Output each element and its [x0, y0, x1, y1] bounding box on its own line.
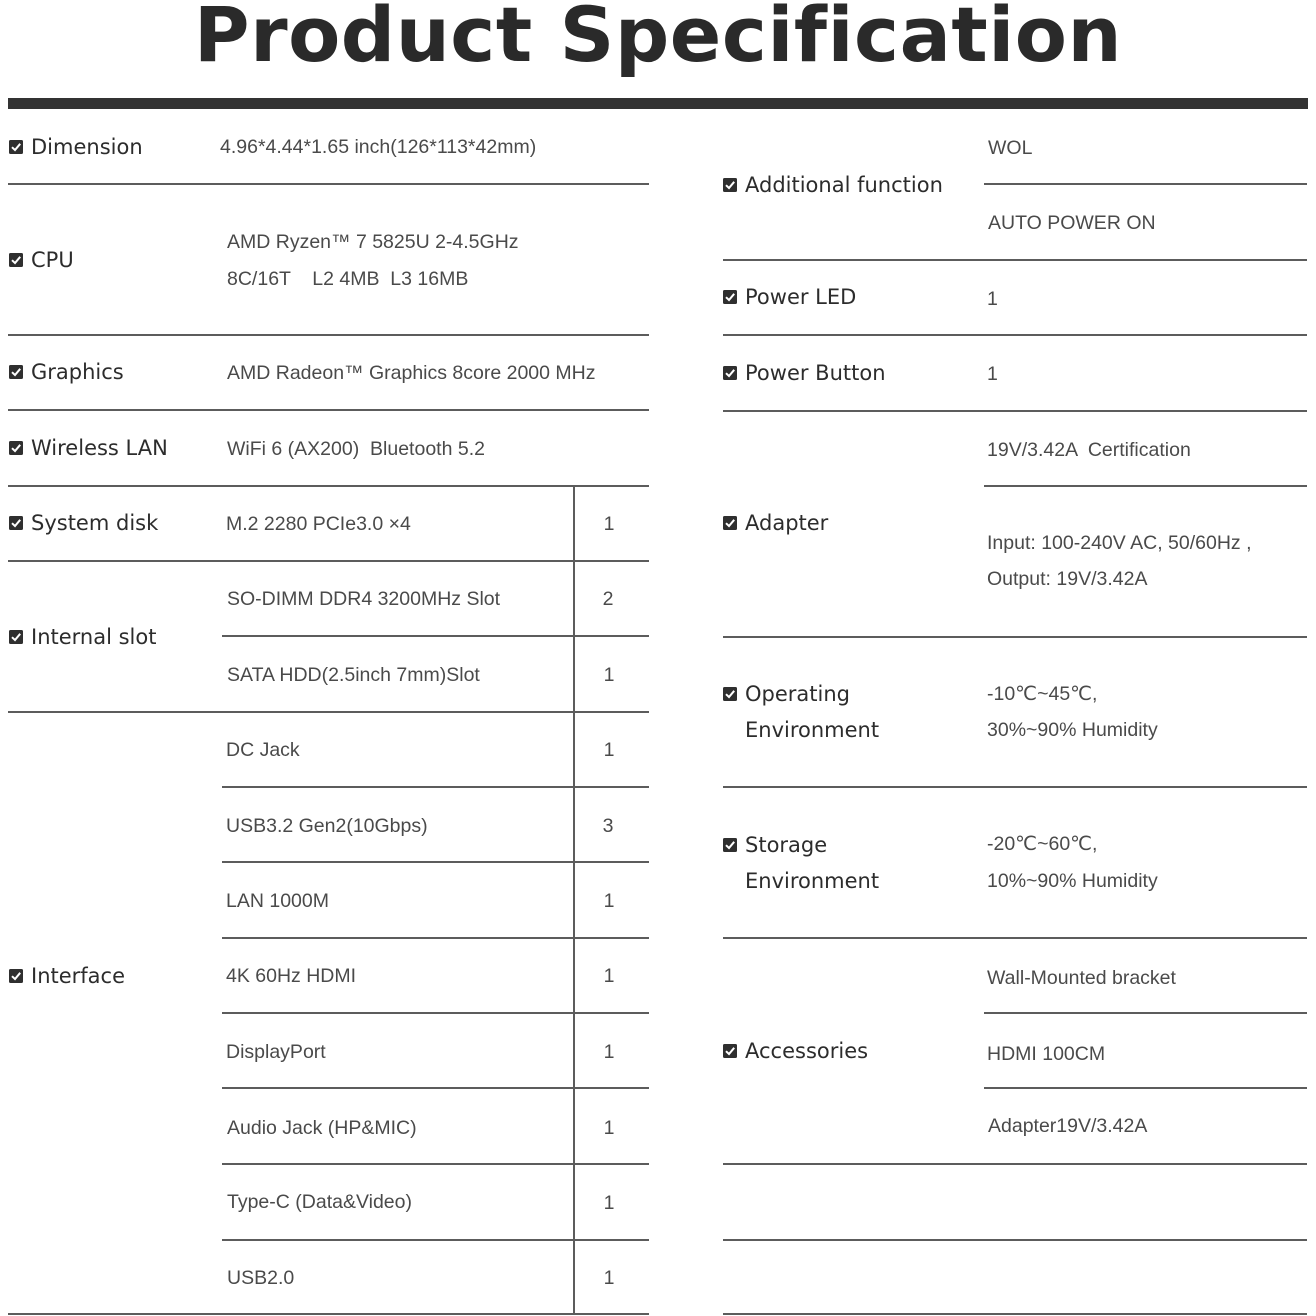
- spec-label-text: CPU: [31, 248, 74, 272]
- spec-value-wireless-lan: WiFi 6 (AX200) Bluetooth 5.2: [227, 438, 485, 460]
- spec-count-interface-row: 1: [603, 965, 615, 987]
- row-divider: [723, 1313, 1307, 1315]
- sub-row-divider: [222, 1239, 649, 1241]
- spec-count-interface-row: 1: [603, 1117, 615, 1139]
- spec-label-system-disk: [9, 510, 158, 536]
- spec-label-storage-environment: [723, 827, 879, 899]
- spec-value-interface-row: DC Jack: [226, 739, 300, 761]
- spec-label-text: Power Button: [745, 361, 886, 385]
- spec-label-dimension: [9, 134, 143, 160]
- spec-count-interface-row: 1: [603, 739, 615, 761]
- spec-label-text: Adapter: [745, 511, 829, 535]
- row-divider: [8, 711, 649, 713]
- checked-box-icon: [9, 630, 23, 644]
- label-line: Environment: [745, 718, 880, 742]
- checked-box-icon: [723, 366, 737, 380]
- row-divider: [723, 786, 1307, 788]
- spec-value-accessory: Wall-Mounted bracket: [987, 967, 1176, 989]
- spec-value-storage-humidity: 10%~90% Humidity: [987, 870, 1158, 892]
- title-divider-bar: [8, 98, 1308, 109]
- spec-label-power-button: [723, 360, 886, 386]
- row-divider: [723, 334, 1307, 336]
- spec-label-text: Internal slot: [31, 625, 157, 649]
- spec-label-additional-function: [723, 172, 943, 198]
- spec-count-internal-slot-row: 2: [602, 588, 614, 610]
- spec-label-text: Interface: [31, 964, 126, 988]
- spec-count-system-disk: 1: [603, 513, 615, 535]
- spec-value-system-disk: M.2 2280 PCIe3.0 ×4: [226, 513, 411, 535]
- spec-value-interface-row: USB3.2 Gen2(10Gbps): [226, 815, 428, 837]
- spec-label-text: System disk: [31, 511, 159, 535]
- checked-box-icon: [723, 290, 737, 304]
- sub-row-divider: [222, 1087, 649, 1089]
- label-line: Environment: [745, 869, 880, 893]
- row-divider: [8, 409, 649, 411]
- spec-label-text: [745, 827, 879, 899]
- checked-box-icon: [9, 441, 23, 455]
- spec-count-interface-row: 1: [603, 1041, 615, 1063]
- row-divider: [723, 1163, 1307, 1165]
- checked-box-icon: [723, 516, 737, 530]
- count-column-divider: [573, 486, 575, 1314]
- spec-label-text: [745, 676, 879, 748]
- spec-value-additional-function: WOL: [988, 137, 1033, 159]
- sub-row-divider: [984, 1087, 1307, 1089]
- spec-label-text: Dimension: [31, 135, 143, 159]
- sub-row-divider: [222, 1163, 649, 1165]
- label-line: Storage: [745, 833, 828, 857]
- spec-value-storage-temperature: -20℃~60℃,: [987, 833, 1098, 855]
- row-divider: [8, 1313, 649, 1315]
- checked-box-icon: [9, 969, 23, 983]
- row-divider: [723, 636, 1307, 638]
- spec-value-internal-slot-row: SATA HDD(2.5inch 7mm)Slot: [227, 664, 480, 686]
- spec-value-additional-function: AUTO POWER ON: [988, 212, 1156, 234]
- spec-value-interface-row: LAN 1000M: [226, 890, 329, 912]
- spec-value-interface-row: Type-C (Data&Video): [227, 1191, 412, 1213]
- checked-box-icon: [723, 1044, 737, 1058]
- row-divider: [8, 485, 649, 487]
- spec-label-accessories: [723, 1038, 868, 1064]
- spec-label-operating-environment: [723, 676, 879, 748]
- spec-count-interface-row: 1: [603, 1192, 615, 1214]
- spec-value-operating-humidity: 30%~90% Humidity: [987, 719, 1158, 741]
- label-line: Operating: [745, 682, 850, 706]
- spec-label-adapter: [723, 510, 828, 536]
- spec-value-interface-row: Audio Jack (HP&MIC): [227, 1117, 417, 1139]
- spec-value-interface-row: USB2.0: [227, 1267, 295, 1289]
- row-divider: [8, 560, 649, 562]
- spec-value-accessory: HDMI 100CM: [987, 1043, 1106, 1065]
- checked-box-icon: [723, 687, 737, 701]
- row-divider: [723, 410, 1307, 412]
- spec-label-text: Additional function: [745, 173, 943, 197]
- spec-label-text: Power LED: [745, 285, 857, 309]
- spec-value-interface-row: 4K 60Hz HDMI: [226, 965, 357, 987]
- spec-label-wireless-lan: [9, 435, 168, 461]
- spec-value-adapter-certification: 19V/3.42A Certification: [987, 439, 1191, 461]
- spec-value-interface-row: DisplayPort: [226, 1041, 326, 1063]
- row-divider: [723, 1239, 1307, 1241]
- spec-label-graphics: [9, 359, 124, 385]
- checked-box-icon: [9, 365, 23, 379]
- row-divider: [8, 334, 649, 336]
- sub-row-divider: [222, 1012, 649, 1014]
- sub-row-divider: [222, 937, 649, 939]
- spec-value-adapter-output: Output: 19V/3.42A: [987, 568, 1148, 590]
- sub-row-divider: [984, 485, 1307, 487]
- checked-box-icon: [9, 253, 23, 267]
- spec-count-interface-row: 3: [602, 815, 614, 837]
- spec-count-internal-slot-row: 1: [603, 664, 615, 686]
- spec-value-adapter-input: Input: 100-240V AC, 50/60Hz ,: [987, 532, 1252, 554]
- row-divider: [723, 259, 1307, 261]
- spec-label-text: Accessories: [745, 1039, 869, 1063]
- spec-count-interface-row: 1: [603, 1267, 615, 1289]
- spec-label-internal-slot: [9, 624, 156, 650]
- spec-count-interface-row: 1: [603, 890, 615, 912]
- spec-value-accessory: Adapter19V/3.42A: [988, 1115, 1148, 1137]
- spec-value-operating-temperature: -10℃~45℃,: [987, 683, 1098, 705]
- sub-row-divider: [984, 183, 1307, 185]
- spec-label-text: Wireless LAN: [31, 436, 168, 460]
- sub-row-divider: [222, 786, 649, 788]
- spec-value-dimension: 4.96*4.44*1.65 inch(126*113*42mm): [220, 136, 537, 158]
- spec-value-power-button: 1: [987, 363, 998, 385]
- page-title: Product Specification: [193, 0, 1123, 79]
- checked-box-icon: [723, 178, 737, 192]
- spec-value-cpu-line2: 8C/16T L2 4MB L3 16MB: [227, 268, 469, 290]
- spec-label-interface: [9, 963, 125, 989]
- row-divider: [8, 183, 649, 185]
- checked-box-icon: [723, 838, 737, 852]
- spec-value-graphics: AMD Radeon™ Graphics 8core 2000 MHz: [227, 362, 596, 384]
- checked-box-icon: [9, 140, 23, 154]
- spec-label-cpu: [9, 247, 74, 273]
- spec-value-internal-slot-row: SO-DIMM DDR4 3200MHz Slot: [227, 588, 501, 610]
- sub-row-divider: [222, 861, 649, 863]
- spec-label-text: Graphics: [31, 360, 124, 384]
- checked-box-icon: [9, 516, 23, 530]
- spec-value-cpu-line1: AMD Ryzen™ 7 5825U 2-4.5GHz: [227, 231, 519, 253]
- spec-label-power-led: [723, 284, 856, 310]
- spec-value-power-led: 1: [987, 288, 998, 310]
- sub-row-divider: [222, 635, 649, 637]
- row-divider: [723, 937, 1307, 939]
- sub-row-divider: [984, 1012, 1307, 1014]
